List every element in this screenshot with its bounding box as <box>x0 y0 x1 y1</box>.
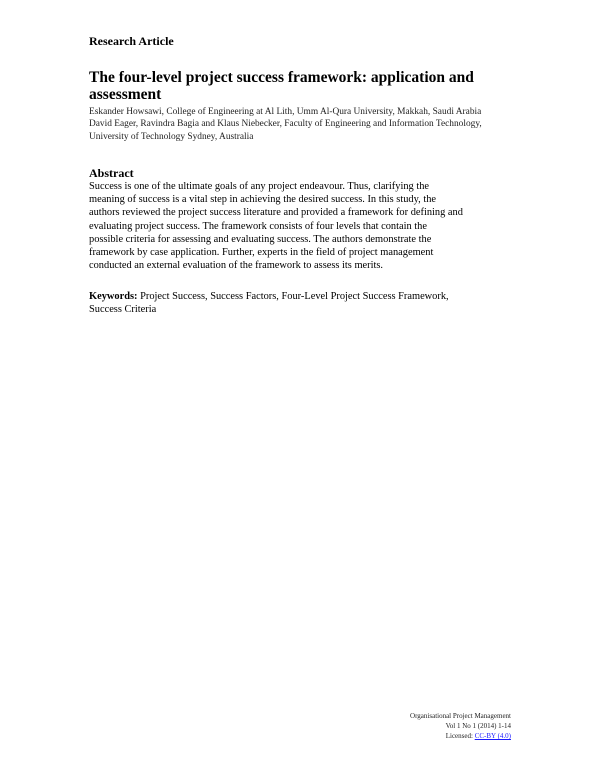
abstract-line: framework by case application. Further, experts in the field of project management <box>89 247 434 259</box>
keywords-list: Project Success, Success Factors, Four-Level Project Success Framework, <box>137 291 449 302</box>
abstract-line: authors reviewed the project success literature and provided a framework for defining and <box>89 207 463 219</box>
author-line: University of Technology Sydney, Australia <box>89 131 254 142</box>
keywords-label: Keywords: <box>89 291 138 302</box>
abstract-heading: Abstract <box>89 166 134 180</box>
license-link[interactable]: CC-BY (4.0) <box>474 732 511 740</box>
abstract-line: conducted an external evaluation of the framework to assess its merits. <box>89 260 384 272</box>
page-footer <box>410 711 511 741</box>
keywords-list-cont: Success Criteria <box>89 304 157 316</box>
abstract-line: possible criteria for assessing and evaluating success. The authors demonstrate the <box>89 233 432 245</box>
title-line: The four-level project success framework: application and <box>89 69 474 86</box>
author-line: David Eager, Ravindra Bagia and Klaus Niebecker, Faculty of Engineering and Information Technology, <box>89 119 482 130</box>
license-prefix: Licensed: <box>445 732 475 740</box>
abstract-line: Success is one of the ultimate goals of any project endeavour. Thus, clarifying the <box>89 181 430 192</box>
volume-info: Vol 1 No 1 (2014) 1-14 <box>445 722 511 730</box>
title-line: assessment <box>89 86 162 103</box>
author-affiliations <box>89 106 529 143</box>
paper-title <box>89 69 519 103</box>
journal-name: Organisational Project Management <box>410 712 511 720</box>
abstract-line: evaluating project success. The framework consists of four levels that contain the <box>89 220 427 232</box>
article-type: Research Article <box>89 34 174 48</box>
keywords <box>89 290 529 316</box>
abstract-line: meaning of success is a vital step in achieving the desired success. In this study, the <box>89 194 437 206</box>
abstract-body <box>89 180 529 272</box>
author-line: Eskander Howsawi, College of Engineering at Al Lith, Umm Al-Qura University, Makkah, Saudi Arabia <box>89 107 482 117</box>
